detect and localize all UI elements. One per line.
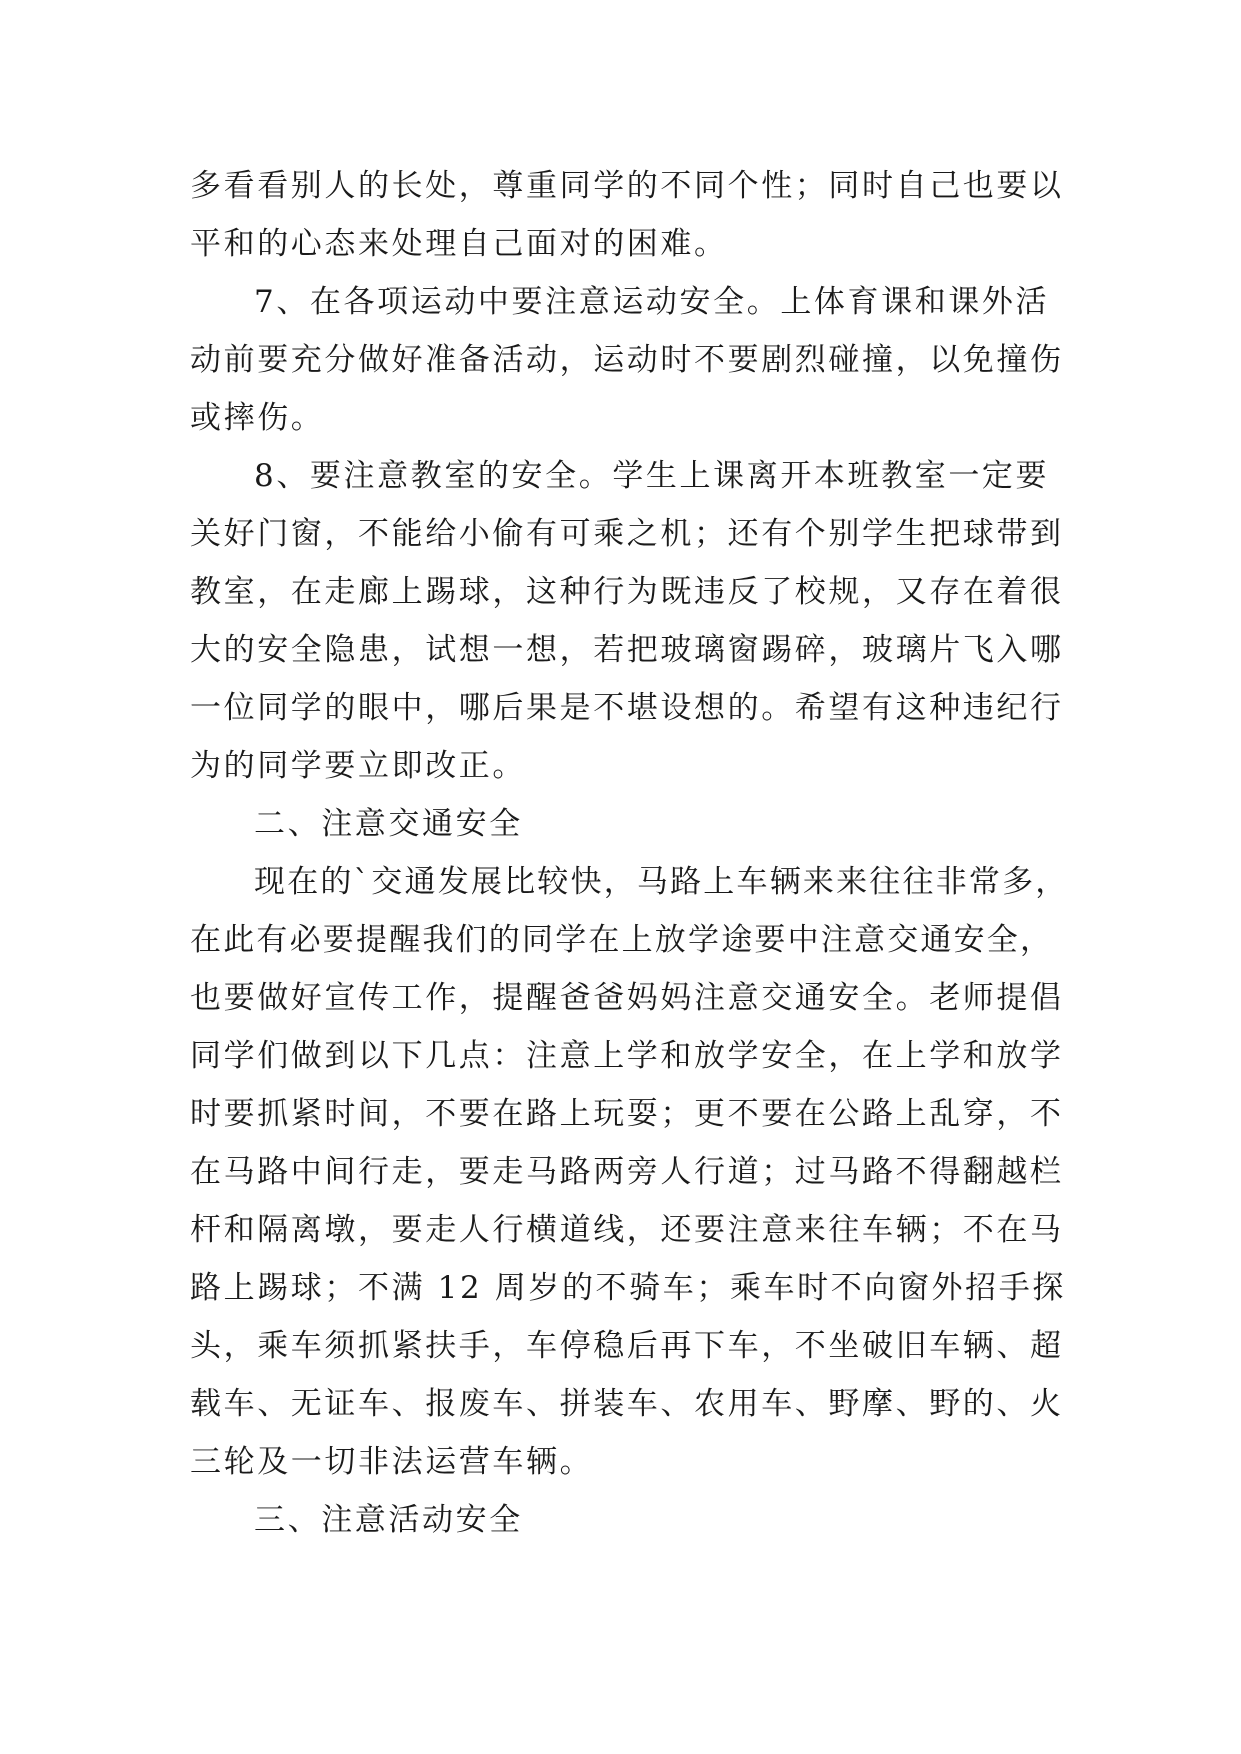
text-line: 大的安全隐患，试想一想，若把玻璃窗踢碎，玻璃片飞入哪 [190,632,1064,668]
text-line: 杆和隔离墩，要走人行横道线，还要注意来往车辆；不在马 [190,1212,1064,1248]
text-line: 平和的心态来处理自己面对的困难。 [190,226,728,262]
text-line: 动前要充分做好准备活动，运动时不要剧烈碰撞，以免撞伤 [190,342,1064,378]
text-line: 在马路中间行走，要走马路两旁人行道；过马路不得翻越栏 [190,1154,1064,1190]
section-heading: 二、注意交通安全 [254,806,523,842]
section-heading-traffic [190,795,1052,853]
text-line: 也要做好宣传工作，提醒爸爸妈妈注意交通安全。老师提倡 [190,980,1064,1016]
paragraph-intro-continued [190,157,1064,273]
text-line: 为的同学要立即改正。 [190,748,526,784]
text-line: 载车、无证车、报废车、拼装车、农用车、野摩、野的、火 [190,1386,1064,1422]
text-line: 现在的`交通发展比较快，马路上车辆来来往往非常多， [254,864,1069,900]
section-heading: 三、注意活动安全 [254,1502,523,1538]
text-line: 多看看别人的长处，尊重同学的不同个性；同时自己也要以 [190,168,1064,204]
text-line: 头，乘车须抓紧扶手，车停稳后再下车，不坐破旧车辆、超 [190,1328,1064,1364]
document-body [190,157,1069,1549]
text-line: 关好门窗，不能给小偷有可乘之机；还有个别学生把球带到 [190,516,1064,552]
text-line: 同学们做到以下几点：注意上学和放学安全，在上学和放学 [190,1038,1064,1074]
paragraph-item-8 [190,447,1064,795]
paragraph-traffic [190,853,1069,1491]
text-line: 7、在各项运动中要注意运动安全。上体育课和课外活 [254,284,1050,320]
text-line: 三轮及一切非法运营车辆。 [190,1444,594,1480]
text-line: 一位同学的眼中，哪后果是不堪设想的。希望有这种违纪行 [190,690,1064,726]
text-line: 8、要注意教室的安全。学生上课离开本班教室一定要 [254,458,1050,494]
text-line: 教室，在走廊上踢球，这种行为既违反了校规，又存在着很 [190,574,1064,610]
paragraph-item-7 [190,273,1064,447]
section-heading-activity [190,1491,1052,1549]
text-line: 或摔伤。 [190,400,325,436]
text-line: 在此有必要提醒我们的同学在上放学途要中注意交通安全， [190,922,1054,958]
text-line: 时要抓紧时间，不要在路上玩耍；更不要在公路上乱穿，不 [190,1096,1064,1132]
text-line: 路上踢球；不满 12 周岁的不骑车；乘车时不向窗外招手探 [190,1270,1066,1306]
